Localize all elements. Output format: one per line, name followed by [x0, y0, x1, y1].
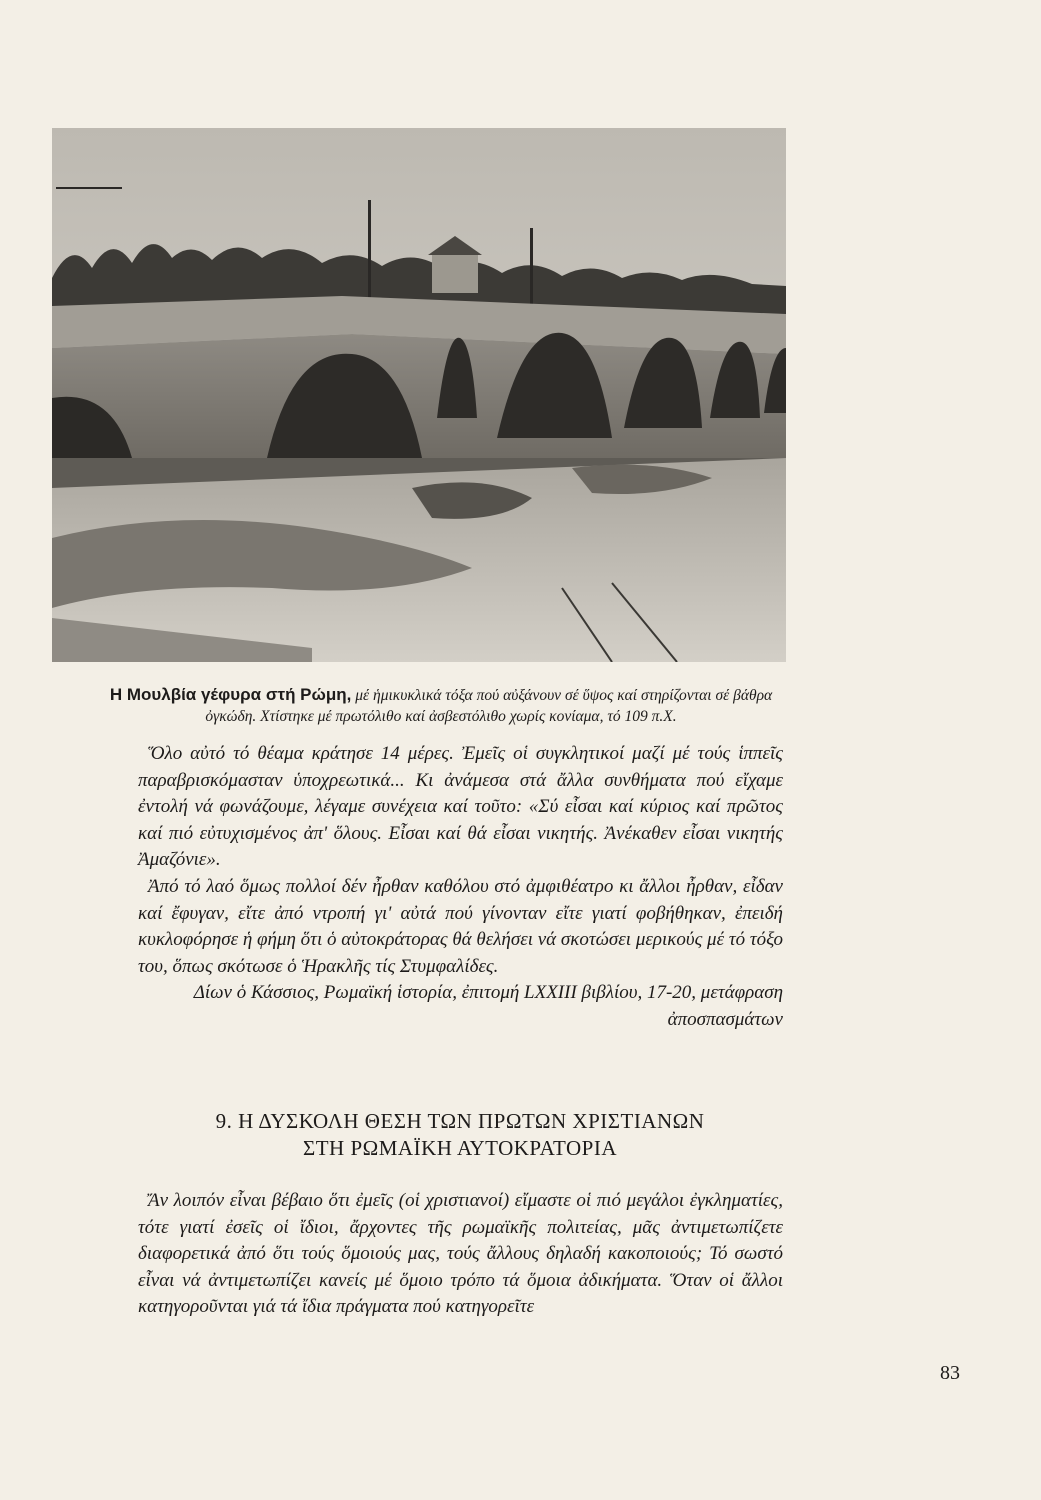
excerpt-paragraph-2: Ἀπό τό λαό ὅμως πολλοί δέν ἦρθαν καθόλου στό ἀμφιθέατρο κι ἄλλοι ἦρθαν, εἶδαν καί ἔφυγαν, εἴτε ἀπό ντροπή γι' αὐτά πού γίνονταν εἴτε γιατί φοβήθηκαν, ἐπειδή κυκλοφόρησε ἡ φήμη ὅτι ὁ αὐτοκράτορας θά θελήσει νά σκοτώσει μερικούς μέ τό τόξο του, ὅπως σκότωσε ὁ Ἡρακλῆς τίς Στυμφαλίδες. [138, 875, 784, 977]
section-paragraph-1: Ἄν λοιπόν εἶναι βέβαιο ὅτι ἐμεῖς (οἱ χριστιανοί) εἴμαστε οἱ πιό μεγάλοι ἐγκληματίες, τότε γιατί ἐσεῖς οἱ ἴδιοι, ἄρχοντες τῆς ρωμαϊκῆς πολιτείας, μᾶς ἀντιμετωπίζετε διαφορετικά ἀπό ὅτι τούς ὅμοιούς μας, τούς ἄλλους δηλαδή κακοποιούς; Τό σωστό εἶναι νά ἀντιμετωπίζει κανείς μέ ὅμοιο τρόπο τά ὅμοια ἀδικήματα. Ὅταν οἱ ἄλλοι κατηγοροῦνται γιά τά ἴδια πράγματα πού κατηγορεῖτε [138, 1190, 783, 1318]
caption-text: μέ ἡμικυκλικά τόξα πού αὐξάνουν σέ ὕψος καί στηρίζονται σέ βάθρα ὀγκώδη. Χτίστηκε μέ πρωτόλιθο καί ἀσβεστόλιθο χωρίς κονίαμα, τό 109 π.Χ. [205, 687, 773, 725]
excerpt-source: Δίων ὁ Κάσσιος, Ρωμαϊκή ἱστορία, ἐπιτομή LXXIII βιβλίου, 17-20, μετάφραση ἀποσπασμάτων [193, 982, 783, 1030]
section-heading-line-2: ΣΤΗ ΡΩΜΑΪΚΗ ΑΥΤΟΚΡΑΤΟΡΙΑ [302, 1136, 617, 1160]
section-heading-line-1: 9. Η ΔΥΣΚΟΛΗ ΘΕΣΗ ΤΩΝ ΠΡΩΤΩΝ ΧΡΙΣΤΙΑΝΩΝ [215, 1109, 705, 1133]
bridge-illustration [52, 128, 786, 662]
caption-lead: Η Μουλβία γέφυρα στή Ρώμη, [109, 685, 352, 704]
bridge-photo [52, 128, 786, 662]
excerpt-paragraph-1: Ὅλο αὐτό τό θέαμα κράτησε 14 μέρες. Ἐμεῖς οἱ συγκλητικοί μαζί μέ τούς ἱππεῖς παραβρισκόμασταν ὑποχρεωτικά... Κι ἀνάμεσα στά ἄλλα συνθήματα πού εἴχαμε ἐντολή νά φωνάζουμε, λέγαμε συνέχεια καί τοῦτο: «Σύ εἶσαι καί κύριος καί πρῶτος καί πιό εὐτυχισμένος ἀπ' ὅλους. Εἶσαι καί θά εἶσαι νικητής. Ἀνέκαθεν εἶσαι νικητής Ἀμαζόνιε». [138, 743, 783, 871]
section-heading [100, 1108, 820, 1162]
photo-caption [96, 684, 786, 727]
excerpt-block [138, 741, 783, 1034]
page-number: 83 [940, 1362, 960, 1384]
section-body [138, 1188, 783, 1321]
